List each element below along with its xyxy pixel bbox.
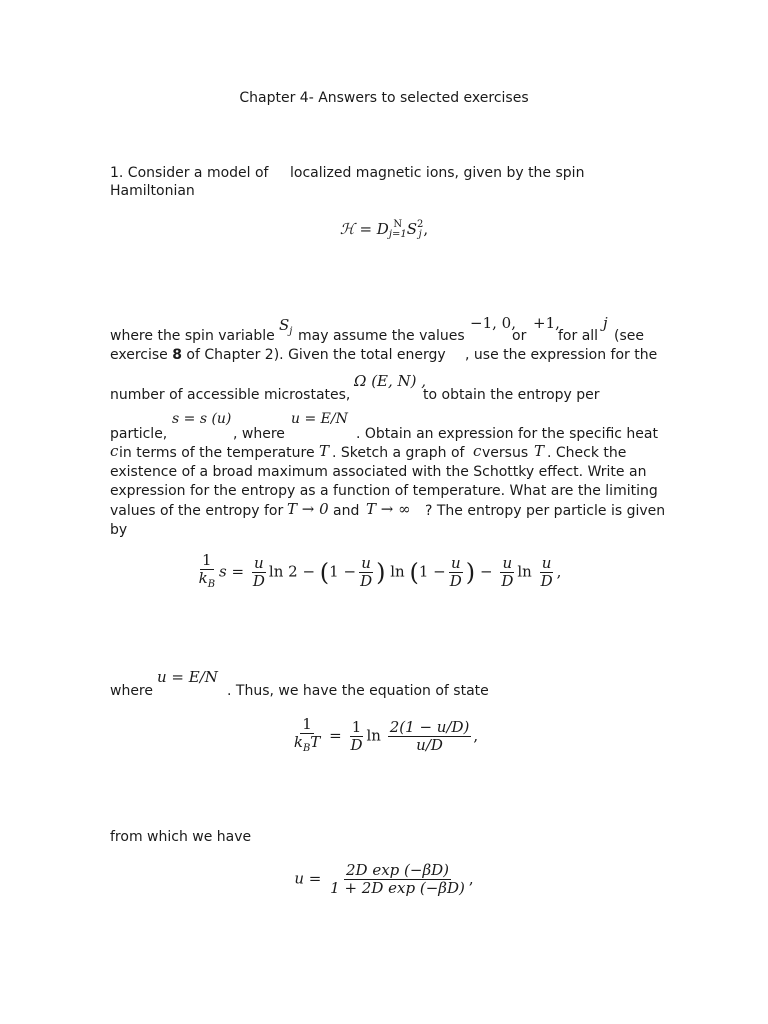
omega-math: Ω (E, N) , — [354, 372, 427, 390]
text-line: Hamiltonian — [110, 183, 195, 199]
text-line: 1. Consider a model of — [110, 165, 269, 181]
text-line: where the spin variable — [110, 328, 275, 344]
temperature-limit-math: T → ∞ — [366, 500, 411, 518]
text-line: exercise 8 of Chapter 2). Given the total energy — [110, 347, 446, 363]
energy-equation: u = $\frac{\text{2D exp (−βD)}}{\text{1 + 2D exp (−βD)}}$ , — [294, 861, 474, 897]
text-line: versus — [482, 445, 529, 461]
specific-heat-math: c — [110, 442, 119, 460]
text-line: in terms of the temperature — [119, 445, 315, 461]
text-line: to obtain the entropy per — [423, 387, 600, 403]
text-line: . Thus, we have the equation of state — [227, 683, 489, 699]
text-line: values of the entropy for — [110, 503, 284, 519]
temperature-math: T — [534, 442, 545, 460]
text-line: particle, — [110, 426, 168, 442]
values-math: −1, 0, — [470, 314, 516, 332]
text-line: may assume the values — [298, 328, 465, 344]
temperature-math: T — [319, 442, 330, 460]
specific-heat-math: c — [473, 442, 482, 460]
text-line: ? The entropy per particle is given — [425, 503, 666, 519]
text-line: (see — [614, 328, 644, 344]
text-line: or — [512, 328, 527, 344]
index-math: j — [603, 314, 608, 332]
text-line: by — [110, 522, 128, 538]
text-line: and — [333, 503, 360, 519]
spin-variable-math: $S_j$ — [279, 316, 293, 337]
text-line: number of accessible microstates, — [110, 387, 351, 403]
energy-per-particle-math: u = E/N — [157, 668, 218, 686]
hamiltonian-equation: ℋ = D N j=1 S 2 j , — [339, 219, 429, 240]
text-line: for all — [558, 328, 599, 344]
entropy-equation: $\frac{1}{k_B}$ s = $\frac{u}{D}$ ln 2 − (1 − $\frac{u}{D}$ ) ln (1 − $\frac{u}{D}$ ) − $\frac{u}{D}$ ln $\frac{u}{D}$ , — [198, 551, 562, 590]
text-line: expression for the entropy as a function of temperature. What are the limiting — [110, 483, 658, 499]
entropy-function-math: s = s (u) — [172, 411, 232, 427]
energy-per-particle-math: u = E/N — [291, 411, 348, 427]
values-math: +1, — [533, 314, 560, 332]
text-line: where — [110, 683, 153, 699]
text-line: . Obtain an expression for the specific heat — [356, 426, 658, 442]
text-line: localized magnetic ions, given by the spin — [290, 165, 585, 181]
temperature-limit-math: T → 0 — [287, 500, 329, 518]
text-line: , use the expression for the — [465, 347, 658, 363]
text-line: existence of a broad maximum associated with the Schottky effect. Write an — [110, 464, 647, 480]
text-line: . Check the — [547, 445, 627, 461]
page-title: Chapter 4- Answers to selected exercises — [239, 90, 529, 106]
text-line: , where — [233, 426, 285, 442]
text-line: . Sketch a graph of — [332, 445, 465, 461]
text-line: from which we have — [110, 829, 252, 845]
equation-of-state: $\frac{1}{k_BT}$ = $\frac{1}{D}$ ln $\frac{2(1 - u/D)}{u/D}$ , — [293, 715, 479, 754]
